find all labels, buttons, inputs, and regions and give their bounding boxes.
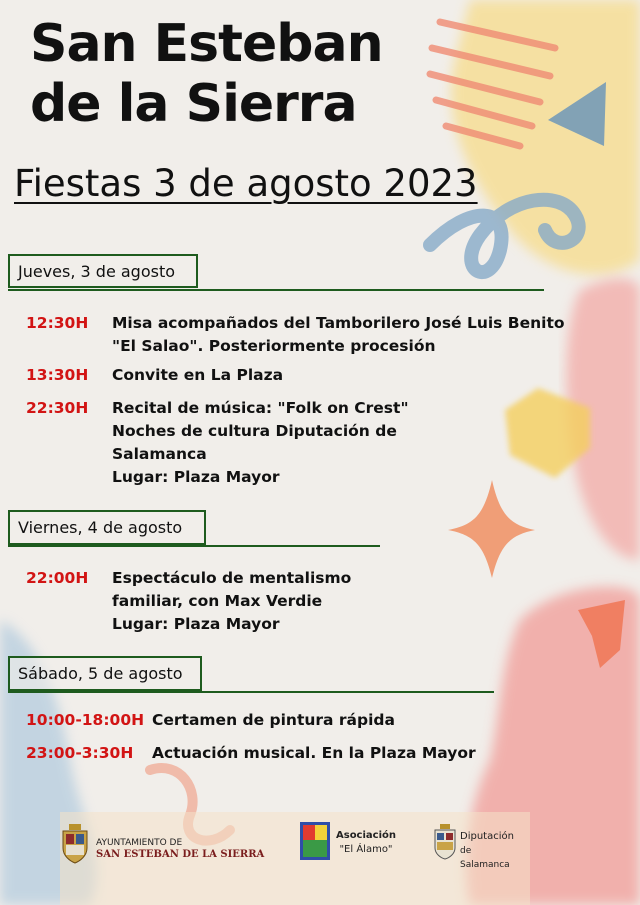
- event-time: 22:00H: [26, 569, 89, 587]
- diputacion-line-2: de Salamanca: [460, 846, 510, 870]
- page-title: [30, 14, 383, 134]
- day-label: Jueves, 3 de agosto: [18, 262, 176, 281]
- event-time: 12:30H: [26, 314, 89, 332]
- event-text: Convite en La Plaza: [112, 366, 284, 384]
- day-header-jueves: [8, 254, 198, 288]
- event-text: Misa acompañados del Tamborilero José Luis Benito "El Salao". Posteriormente procesión: [112, 314, 565, 355]
- page-subtitle: Fiestas 3 de agosto 2023: [14, 162, 478, 205]
- day-underline: [8, 545, 380, 547]
- logo-asociacion: [300, 822, 410, 866]
- day-label: Sábado, 5 de agosto: [18, 664, 183, 683]
- asociacion-line-2: "El Álamo": [339, 844, 393, 855]
- logo-diputacion: [432, 820, 522, 870]
- asociacion-logo-icon: [300, 822, 330, 860]
- diputacion-shield-icon: [434, 824, 456, 860]
- event-text: Actuación musical. En la Plaza Mayor: [152, 744, 476, 762]
- event-text: Recital de música: "Folk on Crest" Noches de cultura Diputación de Salamanca Lugar: Plaza Mayor: [112, 399, 409, 486]
- event-time: 10:00-18:00H: [26, 711, 145, 729]
- ayuntamiento-line-1: AYUNTAMIENTO DE: [96, 838, 183, 848]
- sponsor-logos: [0, 812, 640, 905]
- event-time: 22:30H: [26, 399, 89, 417]
- event-text: Certamen de pintura rápida: [152, 711, 395, 729]
- event-time: 13:30H: [26, 366, 89, 384]
- event-time: 23:00-3:30H: [26, 744, 134, 762]
- diputacion-line-1: Diputación: [460, 831, 514, 842]
- asociacion-line-1: Asociación: [336, 830, 397, 841]
- event-text: Espectáculo de mentalismo familiar, con Max Verdie Lugar: Plaza Mayor: [112, 569, 352, 633]
- day-header-sabado: [8, 656, 202, 691]
- day-label: Viernes, 4 de agosto: [18, 518, 183, 537]
- day-underline: [8, 289, 544, 291]
- logo-ayuntamiento: [60, 824, 270, 868]
- day-underline: [8, 691, 494, 693]
- title-line-1: San Esteban: [30, 14, 383, 74]
- coat-of-arms-icon: [60, 824, 90, 864]
- title-line-2: de la Sierra: [30, 74, 357, 134]
- day-header-viernes: [8, 510, 206, 545]
- ayuntamiento-line-2: SAN ESTEBAN DE LA SIERRA: [96, 849, 265, 860]
